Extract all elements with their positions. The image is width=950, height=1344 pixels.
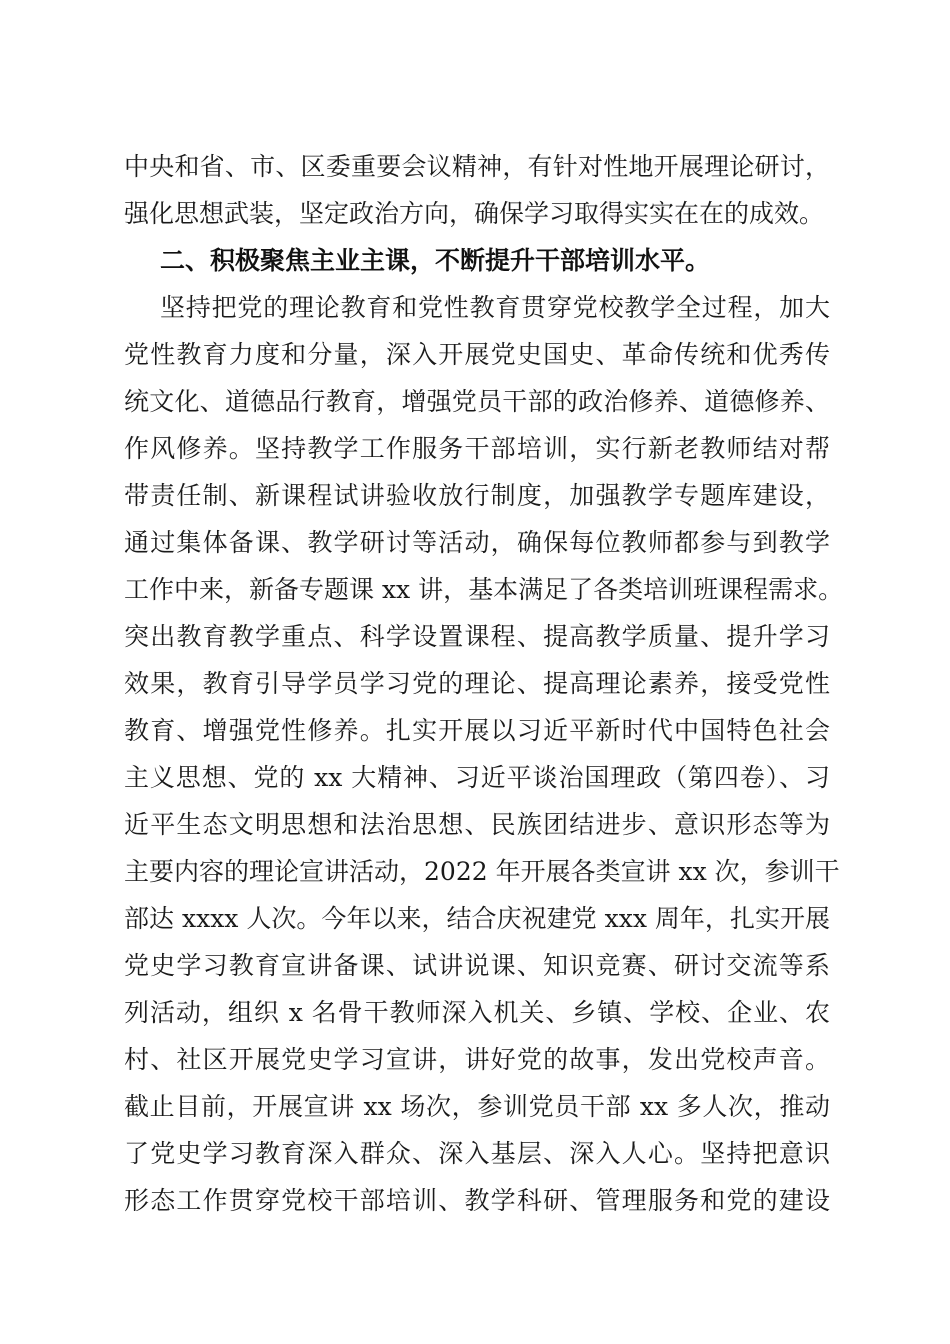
body-line: 工作中来，新备专题课 xx 讲，基本满足了各类培训班课程需求。: [124, 575, 844, 604]
body-line: 作风修养。坚持教学工作服务干部培训，实行新老教师结对帮: [124, 434, 830, 463]
body-line: 突出教育教学重点、科学设置课程、提高教学质量、提升学习: [124, 622, 830, 651]
body-line: 列活动，组织 x 名骨干教师深入机关、乡镇、学校、企业、农: [124, 998, 830, 1027]
body-line: 通过集体备课、教学研讨等活动，确保每位教师都参与到教学: [124, 528, 830, 557]
body-line: 统文化、道德品行教育，增强党员干部的政治修养、道德修养、: [124, 387, 830, 416]
body-line: 中央和省、市、区委重要会议精神，有针对性地开展理论研讨，: [124, 152, 830, 181]
body-line: 强化思想武装，坚定政治方向，确保学习取得实实在在的成效。: [124, 199, 825, 228]
body-line: 截止目前，开展宣讲 xx 场次，参训党员干部 xx 多人次，推动: [124, 1092, 830, 1121]
body-line: 带责任制、新课程试讲验收放行制度，加强教学专题库建设，: [124, 481, 830, 510]
body-line: 坚持把党的理论教育和党性教育贯穿党校教学全过程，加大: [160, 293, 830, 322]
document-body: [124, 143, 844, 1224]
body-line: 教育、增强党性修养。扎实开展以习近平新时代中国特色社会: [124, 716, 830, 745]
body-line: 近平生态文明思想和法治思想、民族团结进步、意识形态等为: [124, 810, 830, 839]
body-line: 了党史学习教育深入群众、深入基层、深入人心。坚持把意识: [124, 1139, 830, 1168]
body-line: 形态工作贯穿党校干部培训、教学科研、管理服务和党的建设: [124, 1186, 830, 1215]
body-line: 党性教育力度和分量，深入开展党史国史、革命传统和优秀传: [124, 340, 830, 369]
section-heading: 二、积极聚焦主业主课，不断提升干部培训水平。: [160, 246, 711, 275]
body-line: 党史学习教育宣讲备课、试讲说课、知识竞赛、研讨交流等系: [124, 951, 830, 980]
body-line: 村、社区开展党史学习宣讲，讲好党的故事，发出党校声音。: [124, 1045, 830, 1074]
body-line: 主要内容的理论宣讲活动，2022 年开展各类宣讲 xx 次，参训干: [124, 857, 840, 886]
body-line: 主义思想、党的 xx 大精神、习近平谈治国理政（第四卷）、习: [124, 763, 830, 792]
body-line: 效果，教育引导学员学习党的理论、提高理论素养，接受党性: [124, 669, 830, 698]
body-line: 部达 xxxx 人次。今年以来，结合庆祝建党 xxx 周年，扎实开展: [124, 904, 830, 933]
